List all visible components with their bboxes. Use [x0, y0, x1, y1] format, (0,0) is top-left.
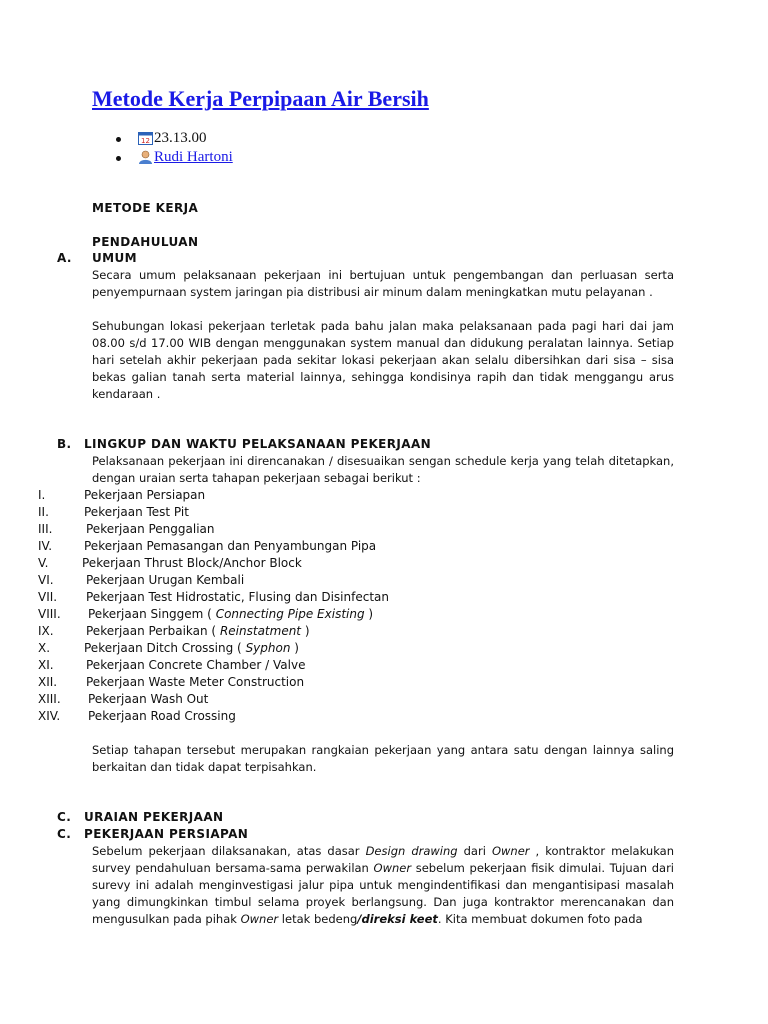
section-b-para1: Pelaksanaan pekerjaan ini direncanakan / disesuaikan sengan schedule kerja yang telah ditetapkan, dengan uraian serta tahapan pekerjaan sebagai berikut :	[92, 454, 674, 485]
list-item: Pekerjaan Concrete Chamber / Valve	[86, 658, 306, 672]
list-item-number: IX.	[38, 624, 54, 638]
bullet	[116, 137, 121, 142]
list-item-number: IV.	[38, 539, 53, 553]
list-item-number: XIII.	[38, 692, 61, 706]
section-c1-letter: C.	[57, 810, 72, 824]
section-a-title: UMUM	[92, 251, 137, 265]
author-link[interactable]: Rudi Hartoni	[154, 149, 233, 165]
heading-main: METODE KERJA	[92, 201, 199, 215]
svg-text:12: 12	[141, 137, 150, 145]
list-item-number: V.	[38, 556, 49, 570]
list-item-number: XII.	[38, 675, 58, 689]
list-item-number: X.	[38, 641, 51, 655]
section-c2-title: PEKERJAAN PERSIAPAN	[84, 827, 249, 841]
bullet	[116, 156, 121, 161]
list-item: Pekerjaan Test Pit	[84, 505, 189, 519]
page-title[interactable]: Metode Kerja Perpipaan Air Bersih	[92, 86, 429, 111]
list-item-number: III.	[38, 522, 53, 536]
list-item-number: XIV.	[38, 709, 61, 723]
section-c2-para: Sebelum pekerjaan dilaksanakan, atas dasar Design drawing dari Owner , kontraktor melakukan survey pendahuluan bersama-sama perwakilan Owner sebelum pekerjaan fisik dimulai. Tujuan dari surevy ini adalah menginvestigasi jalur pipa untuk mengindentifikasi dan mengantisipasi masalah yang dimungkinkan timbul selama proyek berlangsung. Dan juga kontraktor merencanakan dan mengusulkan pada pihak Owner letak bedeng/direksi keet. Kita membuat dokumen foto pada	[92, 844, 674, 926]
section-a-para1: Secara umum pelaksanaan pekerjaan ini bertujuan untuk pengembangan dan perluasan serta penyempurnaan system jaringan pia distribusi air minum dalam meningkatkan mutu pelayanan .	[92, 268, 674, 299]
section-c1-title: URAIAN PEKERJAAN	[84, 810, 224, 824]
list-item-number: VI.	[38, 573, 54, 587]
user-icon	[138, 150, 153, 164]
post-time: 23.13.00	[154, 130, 207, 146]
section-a-para2: Sehubungan lokasi pekerjaan terletak pada bahu jalan maka pelaksanaan pada pagi hari dai jam 08.00 s/d 17.00 WIB dengan menggunakan system manual dan didukung peralatan lainnya. Setiap hari setelah akhir pekerjaan pada sekitar lokasi pekerjaan akan selalu dibersihkan dari sisa – sisa bekas galian tanah serta material lainnya, sehingga kondisinya rapih dan tidak menggangu arus kendaraan .	[92, 319, 674, 401]
list-item-number: I.	[38, 488, 46, 502]
list-item: Pekerjaan Ditch Crossing ( Syphon )	[84, 641, 299, 655]
list-item: Pekerjaan Waste Meter Construction	[86, 675, 305, 689]
heading-intro: PENDAHULUAN	[92, 235, 199, 249]
list-item: Pekerjaan Singgem ( Connecting Pipe Existing )	[88, 607, 374, 621]
section-c2-letter: C.	[57, 827, 72, 841]
list-item: Pekerjaan Road Crossing	[88, 709, 236, 723]
list-item: Pekerjaan Test Hidrostatic, Flusing dan Disinfectan	[86, 590, 389, 604]
section-a-letter: A.	[57, 251, 72, 265]
list-item: Pekerjaan Persiapan	[84, 488, 206, 502]
list-item-number: VIII.	[38, 607, 61, 621]
section-b-title: LINGKUP DAN WAKTU PELAKSANAAN PEKERJAAN	[84, 437, 432, 451]
list-item-number: VII.	[38, 590, 58, 604]
list-item: Pekerjaan Pemasangan dan Penyambungan Pipa	[84, 539, 377, 553]
list-item: Pekerjaan Penggalian	[86, 522, 215, 536]
list-item-number: II.	[38, 505, 49, 519]
section-b-letter: B.	[57, 437, 72, 451]
calendar-icon	[138, 131, 153, 145]
list-item-number: XI.	[38, 658, 54, 672]
list-item: Pekerjaan Urugan Kembali	[86, 573, 245, 587]
list-item: Pekerjaan Wash Out	[88, 692, 209, 706]
list-item: Pekerjaan Thrust Block/Anchor Block	[82, 556, 302, 570]
list-item: Pekerjaan Perbaikan ( Reinstatment )	[86, 624, 310, 638]
section-b-para2: Setiap tahapan tersebut merupakan rangkaian pekerjaan yang antara satu dengan lainnya saling berkaitan dan tidak dapat terpisahkan.	[92, 743, 674, 774]
